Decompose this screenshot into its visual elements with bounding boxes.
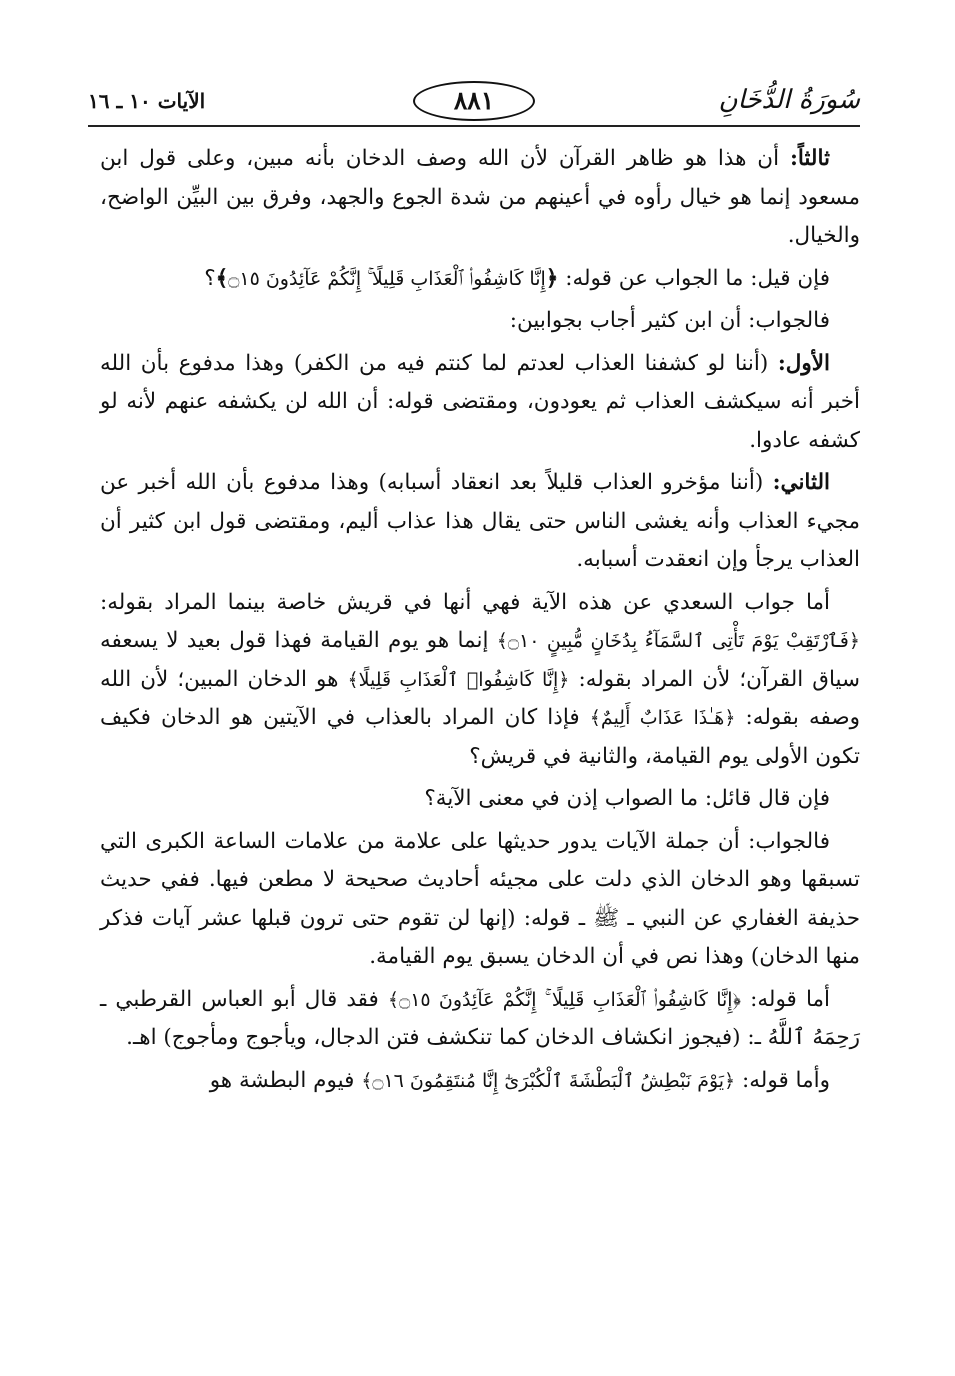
surah-name: سُورَةُ الدُّخَانِ — [718, 85, 860, 115]
paragraph-text: أما جواب السعدي عن هذه الآية فهي أنها في قريش خاصة بينما المراد بقوله: — [100, 589, 830, 615]
paragraph-batsha — [100, 1062, 860, 1101]
quran-verse: إِنَّا كَاشِفُوا۟ ٱلْعَذَابِ قَلِيلًا ۚ إِنَّكُمْ عَآئِدُونَ ۝١٥ — [228, 267, 546, 290]
paragraph-text: هو الدخان المبين؛ لأن الله وصفه بقوله: — [100, 666, 860, 730]
page-number: ٨٨١ — [413, 81, 535, 121]
verse-open-bracket: ﴿ — [545, 265, 559, 291]
verse-close-bracket: ﴾ — [215, 265, 229, 291]
paragraph-text: فالجواب: أن ابن كثير أجاب بجوابين: — [509, 308, 830, 333]
paragraph-qurtubi — [100, 981, 860, 1058]
paragraph-saadi — [100, 584, 860, 777]
paragraph-text: (أننا مؤخرو العذاب قليلاً بعد انعقاد أسبابه) وهذا مدفوع بأن الله أخبر عن مجيء العذاب وأنه يغشى الناس حتى يقال هذا عذاب أليم، ومقتضى قول ابن كثير أن العذاب يرجأ وإن انعقدت أسبابه. — [100, 470, 860, 572]
paragraph-lead: الأول: — [777, 350, 830, 376]
page-header — [88, 75, 860, 127]
quran-verse: ﴿هَـٰذَا عَذَابٌ أَلِيمٌ﴾ — [589, 707, 736, 729]
paragraph-text: فقد قال أبو العباس القرطبي ـ رَحِمَهُ ٱللَّهُ ـ: (فيجوز انكشاف الدخان كما تنكشف فتن الدجال، ويأجوج ومأجوج) اهـ. — [100, 986, 860, 1050]
verse-range: الآيات ١٠ ـ ١٦ — [88, 89, 206, 113]
paragraph-text: فإن قال قائل: ما الصواب إذن في معنى الآية؟ — [424, 786, 830, 811]
paragraph-text: أن هذا هو ظاهر القرآن لأن الله وصف الدخان بأنه مبين، وعلى قول ابن مسعود إنما هو خيال رأوه في أعينهم من شدة الجوع والجهد، وفرق بين البيِّن الواضح، والخيال. — [100, 146, 860, 248]
quran-verse: ﴿إِنَّا كَاشِفُوا۟ ٱلْعَذَابِ قَلِيلًا ۚ إِنَّكُمْ عَآئِدُونَ ۝١٥﴾ — [387, 988, 741, 1011]
paragraph-third-point — [100, 140, 860, 256]
paragraph-lead: الثاني: — [772, 470, 830, 495]
paragraph-text: إنما هو يوم القيامة فهذا قول بعيد لا يسعفه سياق القرآن؛ لأن المراد بقوله: — [100, 628, 860, 692]
paragraph-text: وأما قوله: — [735, 1067, 830, 1093]
page-body — [100, 140, 860, 1104]
paragraph-question — [100, 260, 860, 299]
paragraph-text: ؟ — [204, 265, 216, 291]
paragraph-text: (أننا لو كشفنا العذاب لعدتم لما كنتم فيه من الكفر) وهذا مدفوع بأن الله أخبر أنه سيكشف العذاب ثم يعودون، ومقتضى قوله: أن الله لن يكشفه عنهم لأنه لو كشفه عادوا. — [100, 350, 860, 453]
paragraph-text: أما قوله: — [741, 986, 830, 1012]
quran-verse: ﴿يَوْمَ نَبْطِشُ ٱلْبَطْشَةَ ٱلْكُبْرَىٰٓ إِنَّا مُنتَقِمُونَ ۝١٦﴾ — [361, 1069, 736, 1092]
quran-verse: ﴿إِنَّا كَاشِفُوا۟ ٱلْعَذَابِ قَلِيلًا﴾ — [347, 668, 570, 691]
paragraph-text: فالجواب: أن جملة الآيات يدور حديثها على علامة من علامات الساعة الكبرى التي تسبقها وهو الدخان الذي دلت على مجيئه أحاديث صحيحة لا مطعن فيها. ففي حديث حذيفة الغفاري عن النبي ـ ﷺ ـ قوله: (إنها لن تقوم حتى ترون قبلها عشر آيات فذكر منها الدخان) وهذا نص في أن الدخان يسبق يوم القيامة. — [100, 828, 860, 969]
paragraph-first-answer — [100, 345, 860, 461]
paragraph-text: فإن قيل: ما الجواب عن قوله: — [558, 265, 830, 291]
paragraph-answer-intro — [100, 302, 860, 341]
paragraph-text: فيوم البطشة هو — [209, 1067, 362, 1093]
paragraph-question-two — [100, 780, 860, 819]
paragraph-text: فإذا كان المراد بالعذاب في الآيتين هو الدخان فكيف تكون الأولى يوم القيامة، والثانية في قريش؟ — [100, 705, 860, 769]
quran-verse: ﴿فَٱرْتَقِبْ يَوْمَ تَأْتِى ٱلسَّمَآءُ بِدُخَانٍ مُّبِينٍ ۝١٠﴾ — [496, 630, 860, 652]
paragraph-answer-two — [100, 823, 860, 977]
paragraph-lead: ثالثاً: — [789, 146, 830, 171]
paragraph-second-answer — [100, 464, 860, 580]
